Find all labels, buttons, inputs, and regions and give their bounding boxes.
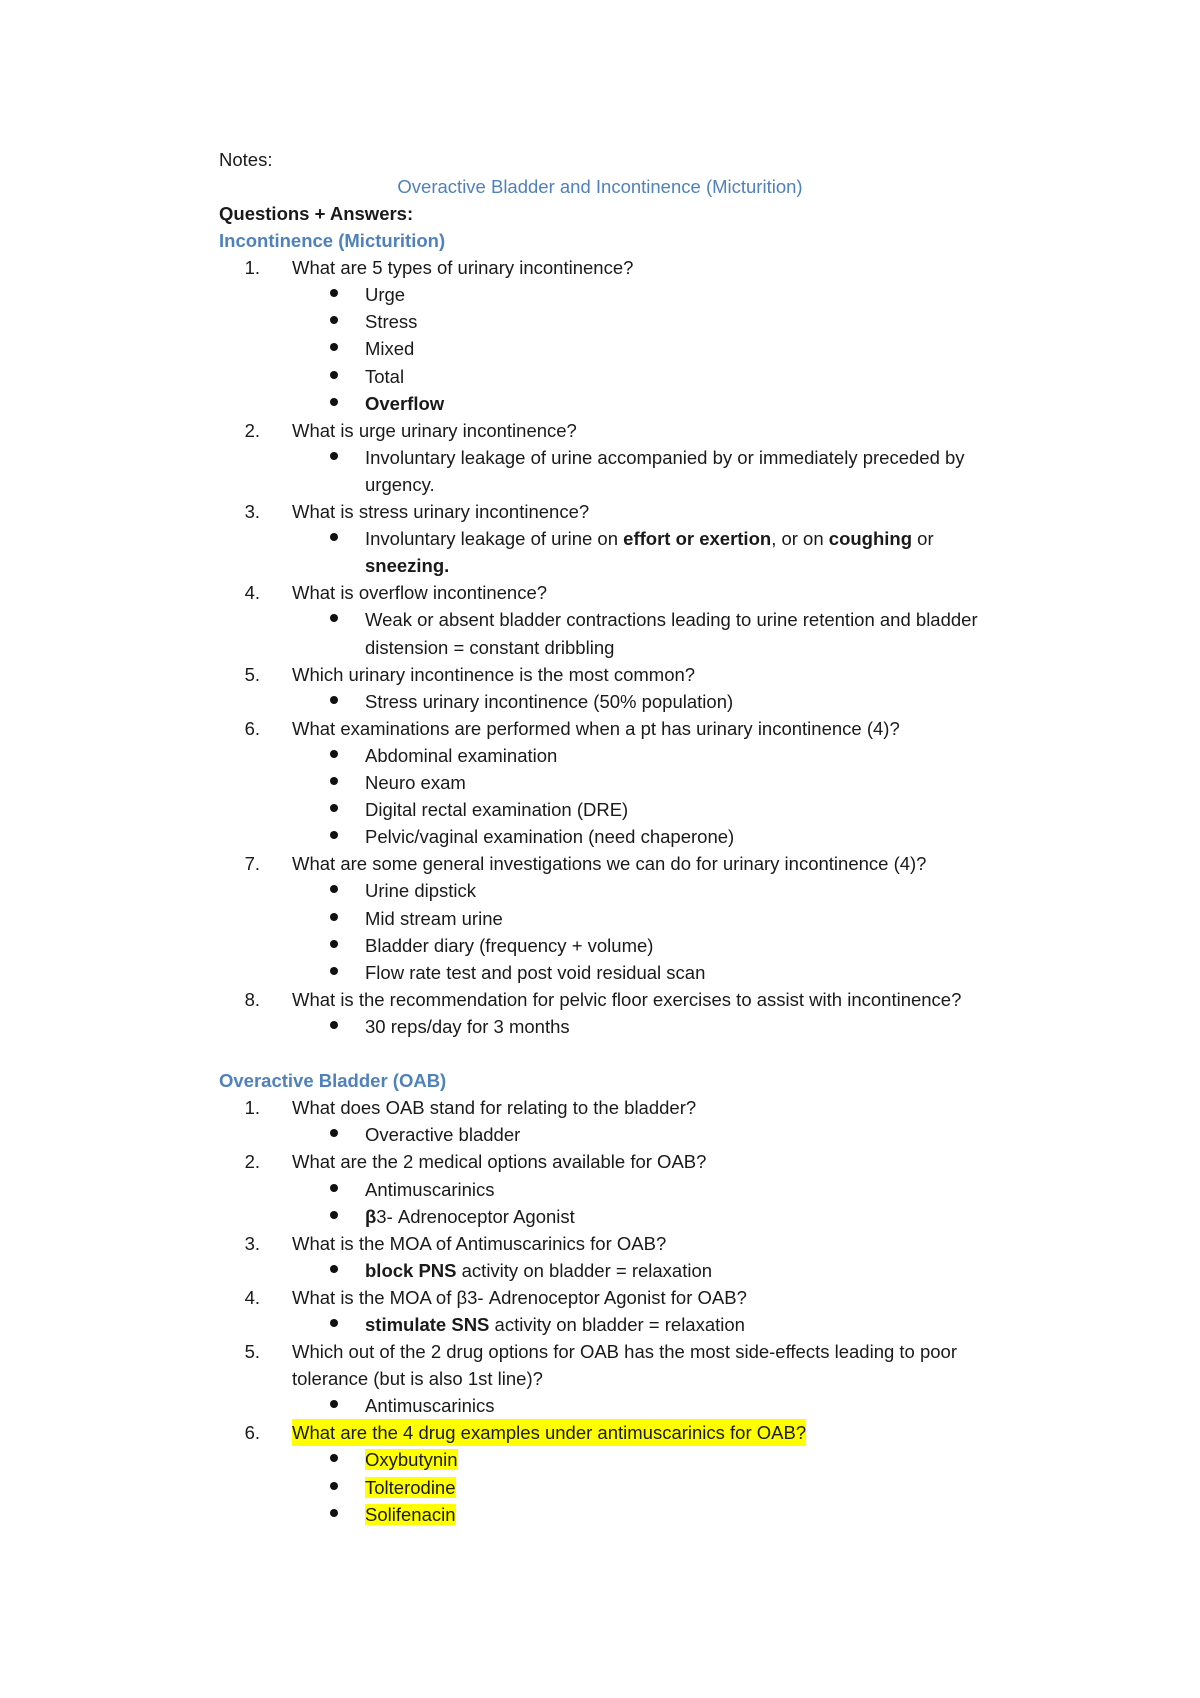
- answer-text: [365, 877, 476, 904]
- answer-text: [365, 335, 414, 362]
- bullet-icon: [330, 533, 338, 541]
- bullet-icon: [330, 1021, 338, 1029]
- answer-text: [365, 363, 404, 390]
- answer-text: [365, 390, 444, 417]
- question-line: [0, 417, 1200, 444]
- answer-text: [365, 796, 628, 823]
- answer-line: [0, 444, 1200, 471]
- answer-text: [365, 1446, 458, 1473]
- answer-line: [0, 281, 1200, 308]
- question-line: [0, 1284, 1200, 1311]
- bullet-icon: [330, 316, 338, 324]
- answer-line: [0, 1013, 1200, 1040]
- answer-segment: Antimuscarinics: [365, 1395, 495, 1416]
- answer-line: [0, 335, 1200, 362]
- question-text: What is the recommendation for pelvic floor exercises to assist with incontinence?: [292, 989, 962, 1010]
- answer-line-continued: [0, 471, 1200, 498]
- answer-segment: Mixed: [365, 338, 415, 359]
- answer-line: [0, 1474, 1200, 1501]
- answer-text: [365, 444, 965, 471]
- bullet-icon: [330, 289, 338, 297]
- answer-segment: 3- Adrenoceptor Agonist: [376, 1206, 575, 1227]
- question-line: [0, 1338, 1200, 1365]
- answer-line: [0, 1176, 1200, 1203]
- question-number: 4.: [244, 582, 260, 603]
- answer-segment: Mid stream urine: [365, 908, 503, 929]
- bullet-icon: [330, 371, 338, 379]
- notes-label: Notes:: [219, 149, 273, 170]
- question-line: [0, 254, 1200, 281]
- bullet-icon: [330, 1184, 338, 1192]
- answer-text: [365, 525, 934, 552]
- bullet-icon: [330, 343, 338, 351]
- question-number: 4.: [244, 1287, 260, 1308]
- answer-segment: Urine dipstick: [365, 880, 477, 901]
- answer-text: [365, 308, 417, 335]
- question-line: [0, 661, 1200, 688]
- answer-line: [0, 796, 1200, 823]
- answer-line: [0, 932, 1200, 959]
- question-text: What is urge urinary incontinence?: [292, 420, 577, 441]
- answer-line: [0, 525, 1200, 552]
- question-line: [0, 1094, 1200, 1121]
- answer-line: [0, 823, 1200, 850]
- answer-segment: Flow rate test and post void residual scan: [365, 962, 706, 983]
- question-text: What examinations are performed when a pt has urinary incontinence (4)?: [292, 718, 900, 739]
- answer-segment: activity on bladder = relaxation: [456, 1260, 713, 1281]
- document-title: Overactive Bladder and Incontinence (Micturition): [397, 176, 803, 197]
- question-number: 1.: [244, 257, 260, 278]
- answer-line-continued: [0, 552, 1200, 579]
- answer-text: [365, 634, 614, 661]
- answer-segment: distension = constant dribbling: [365, 637, 615, 658]
- qa-label-line: [0, 200, 1200, 227]
- bullet-icon: [330, 750, 338, 758]
- answer-segment: Involuntary leakage of urine on: [365, 528, 624, 549]
- answer-segment: effort or exertion: [623, 528, 772, 549]
- question-text: What are some general investigations we can do for urinary incontinence (4)?: [292, 853, 927, 874]
- answer-text: [365, 606, 978, 633]
- answer-line: [0, 742, 1200, 769]
- question-number: 7.: [244, 853, 260, 874]
- question-line: [0, 498, 1200, 525]
- answer-text: [365, 688, 733, 715]
- answer-line: [0, 363, 1200, 390]
- bullet-icon: [330, 885, 338, 893]
- question-line: [0, 850, 1200, 877]
- answer-text: [365, 1257, 712, 1284]
- question-number: 2.: [244, 1151, 260, 1172]
- question-text: What are the 2 medical options available for OAB?: [292, 1151, 707, 1172]
- bullet-icon: [330, 452, 338, 460]
- answer-segment: Urge: [365, 284, 406, 305]
- question-text: Which out of the 2 drug options for OAB has the most side-effects leading to poor: [292, 1341, 958, 1362]
- answer-text: [365, 905, 503, 932]
- answer-line: [0, 1121, 1200, 1148]
- question-number: 6.: [244, 718, 260, 739]
- answer-segment: Neuro exam: [365, 772, 466, 793]
- answer-line: [0, 1203, 1200, 1230]
- answer-segment: Digital rectal examination (DRE): [365, 799, 629, 820]
- answer-line: [0, 959, 1200, 986]
- section-heading: [0, 227, 1200, 254]
- bullet-icon: [330, 1129, 338, 1137]
- answer-text: [365, 1203, 575, 1230]
- answer-segment: block PNS: [365, 1260, 457, 1281]
- bullet-icon: [330, 1211, 338, 1219]
- answer-segment: Total: [365, 366, 405, 387]
- answer-text: [365, 552, 449, 579]
- answer-segment: Oxybutynin: [365, 1449, 458, 1470]
- question-line: [0, 715, 1200, 742]
- answer-line: [0, 1311, 1200, 1338]
- answer-text: [365, 1474, 456, 1501]
- answer-text: [365, 742, 557, 769]
- answer-segment: Stress: [365, 311, 418, 332]
- question-number: 6.: [244, 1422, 260, 1443]
- question-text: Which urinary incontinence is the most common?: [292, 664, 696, 685]
- answer-line: [0, 606, 1200, 633]
- question-number: 3.: [244, 1233, 260, 1254]
- question-line: [0, 1419, 1200, 1446]
- question-number: 3.: [244, 501, 260, 522]
- section-heading-text: Overactive Bladder (OAB): [219, 1070, 447, 1091]
- answer-line: [0, 905, 1200, 932]
- bullet-icon: [330, 398, 338, 406]
- question-number: 5.: [244, 1341, 260, 1362]
- bullet-icon: [330, 967, 338, 975]
- bullet-icon: [330, 1400, 338, 1408]
- answer-segment: Stress urinary incontinence (50% population): [365, 691, 734, 712]
- answer-line: [0, 769, 1200, 796]
- answer-line: [0, 1257, 1200, 1284]
- question-text: What are the 4 drug examples under antimuscarinics for OAB?: [292, 1419, 806, 1446]
- answer-line: [0, 1446, 1200, 1473]
- answer-text: [365, 1176, 495, 1203]
- question-text: What is stress urinary incontinence?: [292, 501, 590, 522]
- question-number: 8.: [244, 989, 260, 1010]
- answer-segment: coughing: [828, 528, 913, 549]
- question-text: What does OAB stand for relating to the bladder?: [292, 1097, 697, 1118]
- answer-segment: Tolterodine: [365, 1477, 456, 1498]
- question-line-continued: [0, 1365, 1200, 1392]
- question-text: What are 5 types of urinary incontinence?: [292, 257, 634, 278]
- answer-segment: 30 reps/day for 3 months: [365, 1016, 570, 1037]
- answer-segment: Weak or absent bladder contractions leading to urine retention and bladder: [365, 609, 978, 630]
- question-text-continued: tolerance (but is also 1st line)?: [292, 1368, 543, 1389]
- answer-text: [365, 959, 705, 986]
- answer-segment: Bladder diary (frequency + volume): [365, 935, 654, 956]
- answer-line: [0, 877, 1200, 904]
- answer-text: [365, 471, 435, 498]
- answer-segment: activity on bladder = relaxation: [489, 1314, 745, 1335]
- bullet-icon: [330, 614, 338, 622]
- qa-label: Questions + Answers:: [219, 203, 414, 224]
- bullet-icon: [330, 1454, 338, 1462]
- bullet-icon: [330, 1265, 338, 1273]
- bullet-icon: [330, 1509, 338, 1517]
- answer-text: [365, 823, 734, 850]
- answer-line-continued: [0, 634, 1200, 661]
- bullet-icon: [330, 913, 338, 921]
- answer-segment: , or on: [771, 528, 829, 549]
- answer-text: [365, 1311, 745, 1338]
- answer-segment: or: [912, 528, 934, 549]
- answer-text: [365, 932, 653, 959]
- bullet-icon: [330, 831, 338, 839]
- answer-segment: urgency.: [365, 474, 435, 495]
- question-number: 2.: [244, 420, 260, 441]
- answer-line: [0, 688, 1200, 715]
- answer-segment: Antimuscarinics: [365, 1179, 495, 1200]
- question-line: [0, 1148, 1200, 1175]
- answer-text: [365, 1501, 456, 1528]
- answer-segment: Overflow: [365, 393, 445, 414]
- section-heading-text: Incontinence (Micturition): [219, 230, 446, 251]
- answer-line: [0, 1501, 1200, 1528]
- answer-line: [0, 1392, 1200, 1419]
- question-text: What is the MOA of β3- Adrenoceptor Agonist for OAB?: [292, 1287, 747, 1308]
- question-line: [0, 579, 1200, 606]
- question-number: 1.: [244, 1097, 260, 1118]
- answer-text: [365, 769, 466, 796]
- question-line: [0, 986, 1200, 1013]
- bullet-icon: [330, 940, 338, 948]
- answer-line: [0, 390, 1200, 417]
- question-text: What is overflow incontinence?: [292, 582, 548, 603]
- answer-segment: Solifenacin: [365, 1504, 456, 1525]
- bullet-icon: [330, 696, 338, 704]
- section-heading: [0, 1067, 1200, 1094]
- answer-text: [365, 1392, 495, 1419]
- answer-segment: sneezing.: [365, 555, 450, 576]
- bullet-icon: [330, 804, 338, 812]
- answer-line: [0, 308, 1200, 335]
- answer-segment: stimulate SNS: [365, 1314, 490, 1335]
- answer-segment: β: [365, 1206, 377, 1227]
- question-text: What is the MOA of Antimuscarinics for OAB?: [292, 1233, 667, 1254]
- answer-text: [365, 1013, 570, 1040]
- answer-segment: Abdominal examination: [365, 745, 558, 766]
- answer-segment: Overactive bladder: [365, 1124, 521, 1145]
- question-line: [0, 1230, 1200, 1257]
- bullet-icon: [330, 777, 338, 785]
- answer-segment: Involuntary leakage of urine accompanied by or immediately preceded by: [365, 447, 965, 468]
- question-number: 5.: [244, 664, 260, 685]
- bullet-icon: [330, 1319, 338, 1327]
- answer-segment: Pelvic/vaginal examination (need chaperone): [365, 826, 735, 847]
- answer-text: [365, 1121, 520, 1148]
- notes-label-line: [0, 146, 1200, 173]
- answer-text: [365, 281, 405, 308]
- bullet-icon: [330, 1482, 338, 1490]
